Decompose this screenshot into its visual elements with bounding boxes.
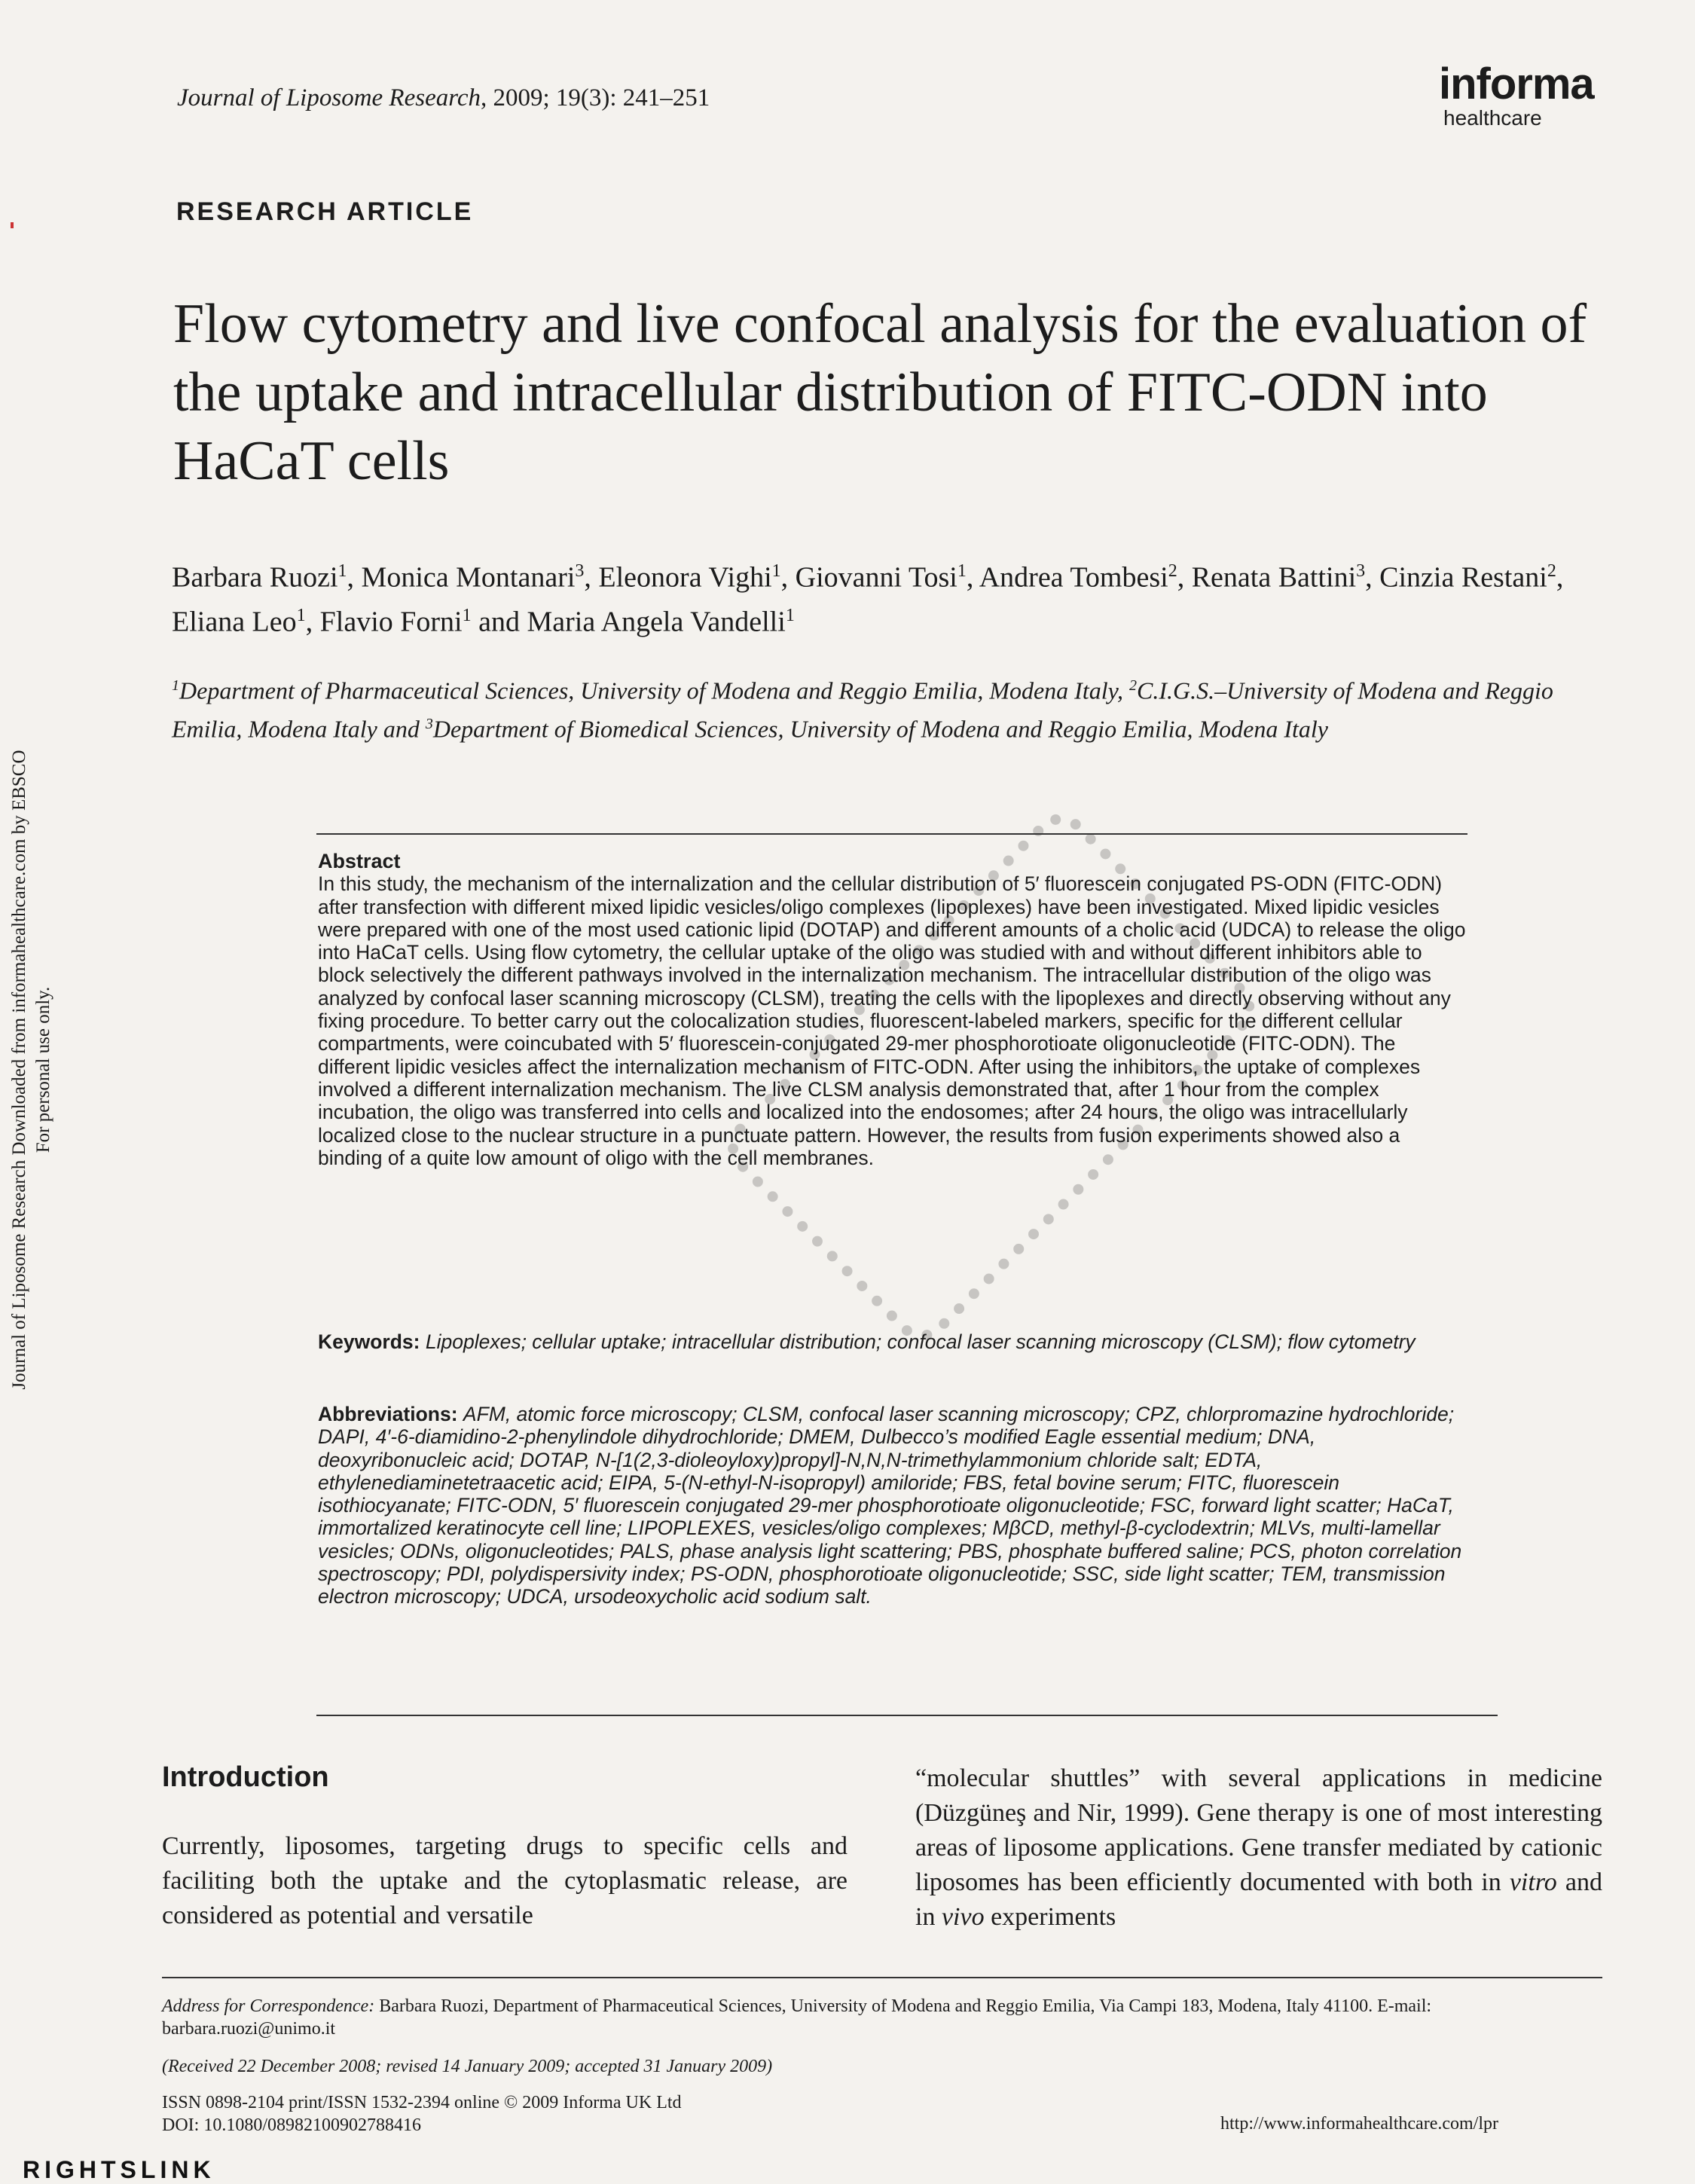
received-dates: (Received 22 December 2008; revised 14 January 2009; accepted 31 January 2009) <box>162 2057 773 2076</box>
article-type: RESEARCH ARTICLE <box>176 197 474 226</box>
author-affiliation-number: 1 <box>337 561 347 581</box>
affiliations <box>172 669 1618 745</box>
rightslink-logo: RIGHTSLINK <box>23 2156 215 2183</box>
abstract-bottom-rule <box>316 1715 1498 1716</box>
introduction-left-column: Currently, liposomes, targeting drugs to specific cells and faciliting both the uptake and the cytoplasmatic release, are considered as potential and versatile <box>162 1832 848 1929</box>
affiliation-text: Department of Pharmaceutical Sciences, University of Modena and Reggio Emilia, Modena Italy, <box>179 677 1130 704</box>
correspondence-text: Barbara Ruozi, Department of Pharmaceutical Sciences, University of Modena and Reggio Emilia, Via Campi 183, Modena, Italy 41100. E-mail: barbara.ruozi@unimo.it <box>162 1996 1432 2039</box>
abbreviations-text: AFM, atomic force microscopy; CLSM, confocal laser scanning microscopy; CPZ, chlorpromazine hydrochloride; DAPI, 4′-6-diamidino-2-phenylindole dihydrochloride; DMEM, Dulbecco’s modified Eagle essential medium; DNA, deoxyribonucleic acid; DOTAP, N-[1(2,3-dioleoyloxy)propyl]-N,N,N-trimethylammonium chloride salt; EDTA, ethylenediaminetetraacetic acid; EIPA, 5-(N-ethyl-N-isopropyl) amiloride; FBS, fetal bovine serum; FITC, fluorescein isothiocyanate; FITC-ODN, 5′ fluorescein conjugated 29-mer phosphorotioate oligonucleotide; FSC, forward light scatter; HaCaT, immortalized keratinocyte cell line; LIPOPLEXES, vesicles/oligo complexes; MβCD, methyl-β-cyclodextrin; MLVs, multi-lamellar vesicles; ODNs, oligonucleotides; PALS, phase analysis light scattering; PBS, phosphate buffered saline; PCS, photon correlation spectroscopy; PDI, polydispersivity index; PS-ODN, phosphorotioate oligonucleotide; SSC, side light scatter; TEM, transmission electron microscopy; UDCA, ursodeoxycholic acid sodium salt. <box>318 1403 1462 1608</box>
correspondence-label: Address for Correspondence: <box>162 1996 375 2016</box>
author-name: Cinzia Restani <box>1379 561 1547 594</box>
correspondence-address <box>162 1995 1608 2040</box>
download-sidebar-note <box>8 750 53 1484</box>
footer-rule <box>162 1977 1602 1978</box>
intro-right-italic-vitro: vitro <box>1509 1868 1557 1896</box>
abbreviations <box>318 1403 1466 1608</box>
abstract-text: In this study, the mechanism of the internalization and the cellular distribution of 5′ fluorescein conjugated PS-ODN (FITC-ODN) after transfection with different mixed lipidic vesicles/oligo complexes (lipoplexes) have been investigated. Mixed lipidic vesicles were prepared with one of the most used cationic lipid (DOTAP) and different amounts of a cholic acid (UDCA) to release the oligo into HaCaT cells. Using flow cytometry, the cellular uptake of the oligo was studied with and without different inhibitors able to block selectively the different pathways involved in the internalization mechanism. The intracellular distribution of the oligo was analyzed by confocal laser scanning microscopy (CLSM), treating the cells with the lipoplexes and directly observing without any fixing procedure. To better carry out the colocalization studies, fluorescent-labeled markers, specific for the different cellular compartments, were coincubated with 5′ fluorescein-conjugated 29-mer phosphorotioate oligonucleotide (FITC-ODN). The different lipidic vesicles affect the internalization mechanism of FITC-ODN. After using the inhibitors, the uptake of complexes involved a different internalization mechanism. The live CLSM analysis demonstrated that, after 1 hour from the complex incubation, the oligo was transferred into cells and localized into the endosomes; after 24 hours, the oligo was intracellularly localized close to the nuclear structure in a punctuate pattern. However, the results from fusion experiments showed also a binding of a quite low amount of oligo with the cell membranes. <box>318 872 1466 1169</box>
abstract-heading: Abstract <box>318 850 401 872</box>
author-affiliation-number: 1 <box>957 561 967 581</box>
author-affiliation-number: 1 <box>785 605 795 625</box>
publisher-name: informa <box>1439 60 1594 108</box>
author-name: Barbara Ruozi <box>172 561 338 594</box>
scan-artifact <box>11 222 14 228</box>
author-affiliation-number: 3 <box>575 561 585 581</box>
author-name: Giovanni Tosi <box>795 561 957 594</box>
journal-details: , 2009; 19(3): 241–251 <box>480 84 710 111</box>
author-affiliation-number: 3 <box>1356 561 1366 581</box>
download-note-line1: Journal of Liposome Research Downloaded from informahealthcare.com by EBSCO <box>9 750 29 1390</box>
article-title: Flow cytometry and live confocal analysis for the evaluation of the uptake and intracellular distribution of FITC-ODN into HaCaT cells <box>173 293 1587 492</box>
affiliation-number: 3 <box>425 715 433 732</box>
affiliation-number: 1 <box>172 677 179 694</box>
affiliation-text: Department of Biomedical Sciences, University of Modena and Reggio Emilia, Modena Italy <box>432 715 1328 743</box>
intro-right-italic-vivo: vivo <box>941 1903 985 1931</box>
affiliation-text: C.I.G.S.–University of Modena and Reggio Emilia, Modena Italy and <box>172 677 1553 743</box>
author-name: Andrea Tombesi <box>979 561 1168 594</box>
journal-reference <box>177 84 710 112</box>
author-affiliation-number: 2 <box>1547 561 1556 581</box>
author-name: Maria Angela Vandelli <box>527 606 786 638</box>
author-name: Renata Battini <box>1191 561 1357 594</box>
author-list: Barbara Ruozi$^1$, Monica Montanari$^3$, Eleonora Vighi$^1$, Giovanni Tosi$^1$, Andrea Tombesi$^2$, Renata Battini$^3$, Cinzia Restani$^2$, Eliana Leo$^1$, Flavio Forni$^1$ and Maria Angela Vandelli$^1$ <box>172 561 1564 638</box>
intro-right-text-c: experiments <box>984 1903 1116 1931</box>
author-affiliation-number: 1 <box>462 605 472 625</box>
author-affiliation-number: 2 <box>1168 561 1177 581</box>
abbreviations-label: Abbreviations: <box>318 1403 458 1425</box>
keywords-text: Lipoplexes; cellular uptake; intracellular distribution; confocal laser scanning microscopy (CLSM); flow cytometry <box>425 1330 1416 1353</box>
author-name: Eliana Leo <box>172 606 297 638</box>
author-name: Flavio Forni <box>319 606 463 638</box>
keywords-label: Keywords: <box>318 1330 420 1353</box>
affiliation-number: 2 <box>1129 677 1138 694</box>
publisher-subname: healthcare <box>1443 106 1542 130</box>
author-name: Monica Montanari <box>361 561 576 594</box>
author-affiliation-number: 1 <box>771 561 781 581</box>
journal-url[interactable]: http://www.informahealthcare.com/lpr <box>1220 2114 1498 2134</box>
author-affiliation-number: 1 <box>296 605 306 625</box>
journal-name: Journal of Liposome Research <box>177 84 481 111</box>
intro-right-text-b: and in <box>915 1868 1602 1931</box>
author-name: Eleonora Vighi <box>598 561 772 594</box>
download-note-line2: For personal use only. <box>33 986 53 1153</box>
publisher-logo <box>1439 62 1594 130</box>
abstract-top-rule <box>316 833 1467 835</box>
introduction-heading: Introduction <box>162 1761 329 1793</box>
issn-block <box>162 2091 682 2137</box>
doi-line: DOI: 10.1080/08982100902788416 <box>162 2115 421 2135</box>
keywords <box>318 1330 1466 1353</box>
intro-right-text-a: “molecular shuttles” with several applications in medicine (Düzgüneş and Nir, 1999). Gene therapy is one of most interesting areas of liposome applications. Gene transfer mediated by cationic liposomes has been efficiently documented with both in <box>915 1764 1602 1896</box>
abstract <box>318 850 1466 1169</box>
introduction-right-column <box>915 1761 1602 1935</box>
issn-line: ISSN 0898-2104 print/ISSN 1532-2394 online © 2009 Informa UK Ltd <box>162 2093 682 2112</box>
